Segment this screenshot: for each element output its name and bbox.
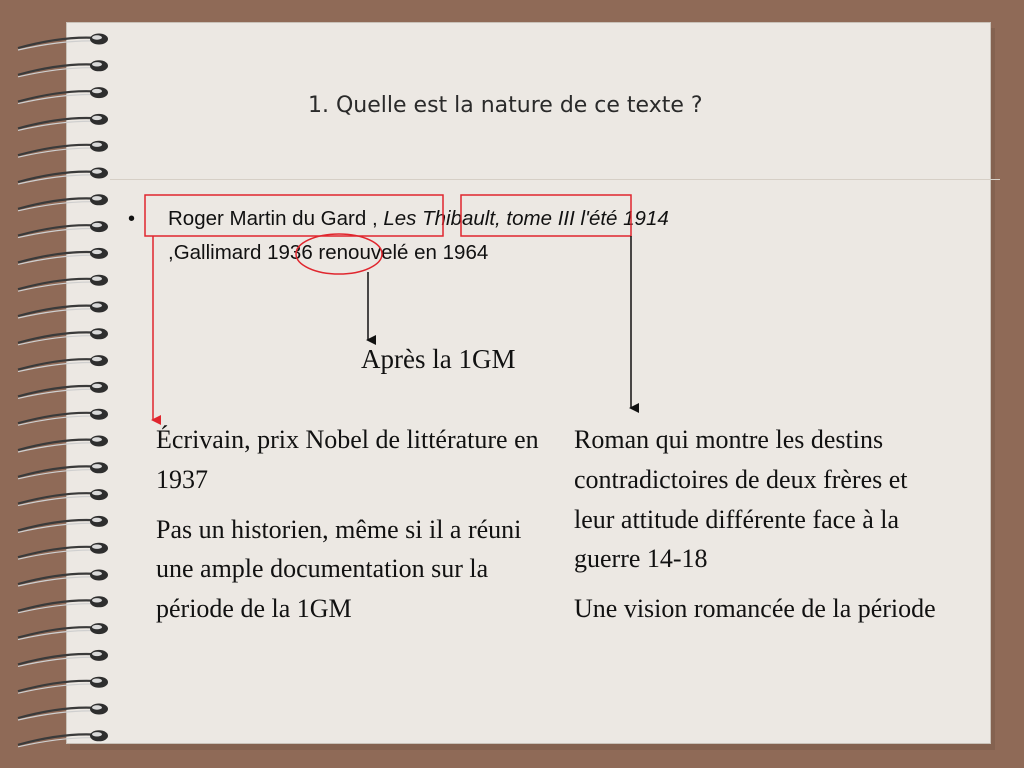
spiral-ring [18, 570, 108, 587]
spiral-ring [18, 248, 108, 265]
publication-year: 1936 [267, 241, 313, 264]
spiral-ring [18, 650, 108, 667]
spiral-ring [18, 194, 108, 211]
spiral-ring [18, 60, 108, 77]
spiral-ring [18, 87, 108, 104]
renewal-info: renouvelé en 1964 [312, 241, 489, 264]
apres-label: Après la 1GM [361, 344, 516, 374]
reference-line-1 [168, 207, 669, 231]
spiral-ring [18, 436, 108, 453]
spiral-ring [18, 543, 108, 560]
work-title: Les Thibault, [383, 207, 501, 230]
right-paragraph-2: Une vision romancée de la période [574, 594, 936, 624]
spiral-ring [18, 516, 108, 533]
reference-line-2 [168, 241, 488, 265]
publisher: ,Gallimard [168, 241, 268, 264]
spiral-ring [18, 677, 108, 694]
reference-separator: , [366, 207, 384, 230]
spiral-binding-icon [0, 18, 120, 758]
spiral-ring [18, 382, 108, 399]
spiral-ring [18, 623, 108, 640]
right-paragraph-1: Roman qui montre les destins contradictoires de deux frères et leur attitude différente face à la guerre 14-18 [574, 425, 908, 574]
tome-info: tome III l'été 1914 [500, 207, 669, 230]
spiral-ring [18, 328, 108, 345]
bullet-marker: • [128, 208, 136, 230]
author-name: Roger Martin du Gard [168, 207, 367, 230]
slide-title: 1. Quelle est la nature de ce texte ? [308, 93, 703, 118]
spiral-ring [18, 462, 108, 479]
left-paragraph-1: Écrivain, prix Nobel de littérature en 1937 [156, 425, 539, 494]
spiral-ring [18, 730, 108, 747]
spiral-ring [18, 409, 108, 426]
spiral-ring [18, 489, 108, 506]
left-paragraph-2: Pas un historien, même si il a réuni une ample documentation sur la période de la 1GM [156, 514, 522, 624]
right-column [574, 420, 954, 639]
spiral-ring [18, 141, 108, 158]
title-divider [110, 179, 1000, 180]
spiral-ring [18, 34, 108, 51]
spiral-ring [18, 355, 108, 372]
spiral-ring [18, 168, 108, 185]
spiral-ring [18, 596, 108, 613]
spiral-ring [18, 114, 108, 130]
spiral-ring [18, 221, 108, 238]
spiral-ring [18, 302, 108, 319]
left-column [156, 420, 556, 639]
spiral-ring [18, 275, 108, 292]
spiral-ring [18, 704, 108, 721]
